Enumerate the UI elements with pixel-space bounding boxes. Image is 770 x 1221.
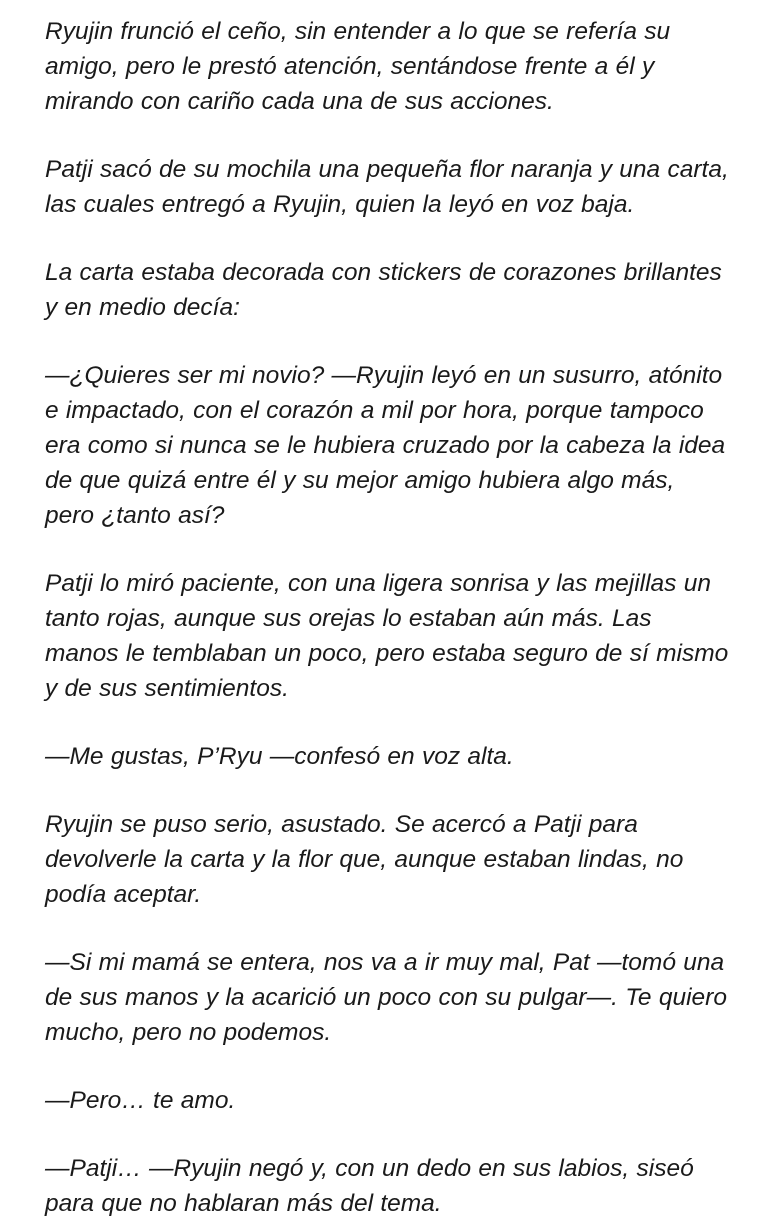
paragraph-9: —Pero… te amo. bbox=[45, 1087, 236, 1114]
paragraph-6: —Me gustas, P’Ryu —confesó en voz alta. bbox=[45, 743, 514, 770]
paragraph-8: —Si mi mamá se entera, nos va a ir muy mal, Pat —tomó una de sus manos y la acarició un poco con su pulgar—. Te quiero mucho, pero no podemos. bbox=[45, 949, 727, 1046]
paragraph-1: Ryujin frunció el ceño, sin entender a lo que se refería su amigo, pero le prestó atención, sentándose frente a él y mirando con cariño cada una de sus acciones. bbox=[45, 18, 671, 115]
paragraph-10: —Patji… —Ryujin negó y, con un dedo en sus labios, siseó para que no hablaran más del tema. bbox=[45, 1155, 694, 1217]
paragraph-3: La carta estaba decorada con stickers de corazones brillantes y en medio decía: bbox=[45, 259, 722, 321]
paragraph-2: Patji sacó de su mochila una pequeña flor naranja y una carta, las cuales entregó a Ryujin, quien la leyó en voz baja. bbox=[45, 156, 729, 218]
paragraph-4: —¿Quieres ser mi novio? —Ryujin leyó en un susurro, atónito e impactado, con el corazón a mil por hora, porque tampoco era como si nunca se le hubiera cruzado por la cabeza la idea de que quizá entre él y su mejor amigo hubiera algo más, pero ¿tanto así? bbox=[45, 362, 726, 529]
paragraph-5: Patji lo miró paciente, con una ligera sonrisa y las mejillas un tanto rojas, aunque sus orejas lo estaban aún más. Las manos le temblaban un poco, pero estaba seguro de sí mismo y de sus sentimientos. bbox=[45, 570, 729, 702]
paragraph-7: Ryujin se puso serio, asustado. Se acercó a Patji para devolverle la carta y la flor que, aunque estaban lindas, no podía aceptar. bbox=[45, 811, 684, 908]
